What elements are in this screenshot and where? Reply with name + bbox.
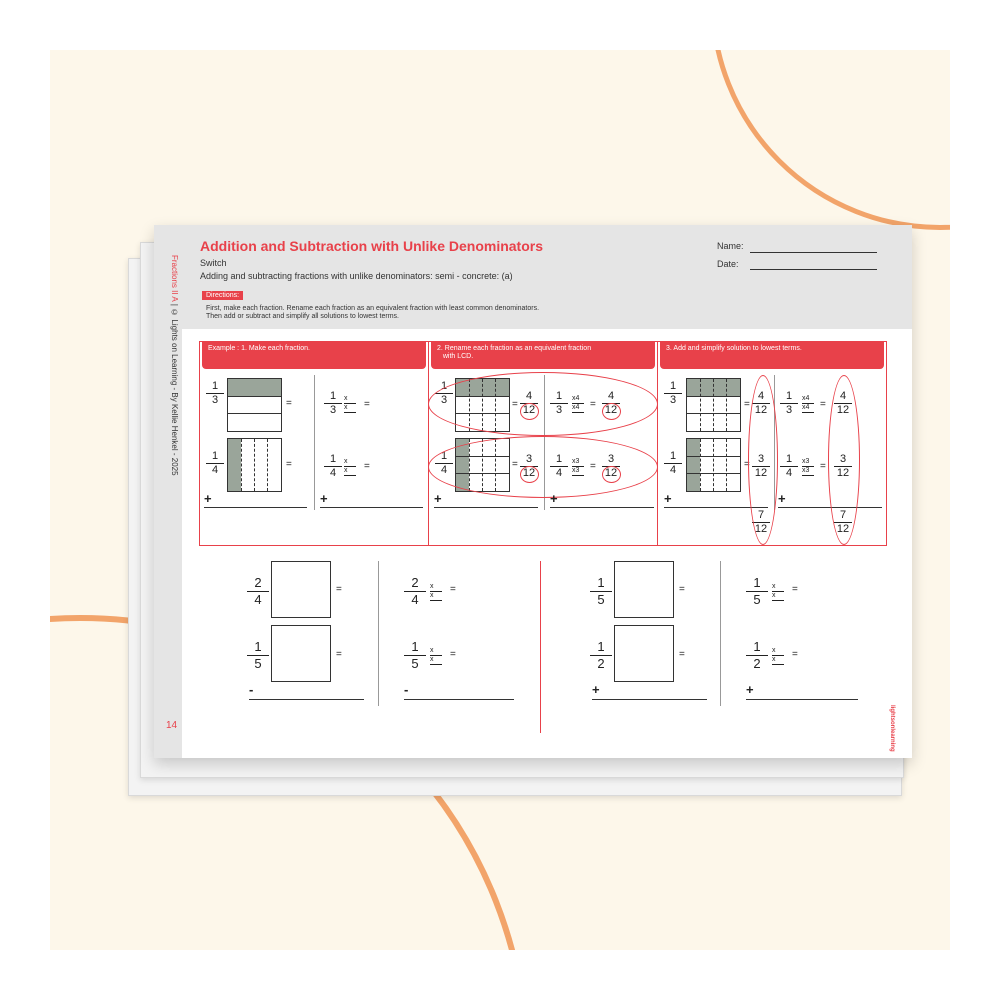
answer-line[interactable] (404, 699, 514, 700)
page-number: 14 (166, 720, 178, 731)
multiplier-blank[interactable]: x x (430, 647, 442, 665)
name-label: Name: (717, 241, 744, 251)
step3-header: 3. Add and simplify solution to lowest terms. (660, 341, 884, 369)
plus-sign: + (204, 491, 212, 506)
equals-sign: = (820, 399, 826, 410)
equals-sign: = (744, 399, 750, 410)
equals-sign: = (512, 459, 518, 470)
fourths-model (227, 438, 282, 492)
answer-line[interactable] (434, 507, 538, 508)
step2-fraction-4b: $\frac{1}{4}$ (550, 453, 568, 480)
page-title: Addition and Subtraction with Unlike Denominators (200, 238, 544, 254)
plus-sign: + (592, 682, 600, 697)
directions-line-2: Then add or subtract and simplify all solutions to lowest terms. (206, 313, 399, 320)
minus-sign: - (404, 682, 409, 697)
step2-header-line1: 2. Rename each fraction as an equivalent fraction (437, 345, 592, 352)
problem1-fraction-a: $\frac{2}{4}$ (247, 575, 269, 608)
step3-renamed-4-12b: $\frac{4}{12}$ (834, 390, 852, 417)
worksheet-page (154, 225, 912, 758)
example-fraction-1b: $\frac{1}{3}$ (324, 390, 342, 417)
multiplier-blank[interactable]: x x (344, 458, 356, 476)
equivalence-oval (428, 372, 658, 436)
plus-sign: + (434, 491, 442, 506)
problem2-model-box-b[interactable] (614, 625, 674, 682)
equals-sign: = (364, 399, 370, 410)
page-subtitle: Switch (200, 258, 227, 268)
equals-sign: = (792, 649, 798, 660)
answer-line[interactable] (592, 699, 707, 700)
directions-text (206, 305, 726, 321)
equals-sign: = (336, 584, 342, 595)
example-fraction-4b: $\frac{1}{4}$ (324, 453, 342, 480)
multiplier-x3: x3 x3 (572, 458, 584, 476)
equals-sign: = (512, 399, 518, 410)
equals-sign: = (336, 649, 342, 660)
step2-header-line2: with LCD. (442, 353, 474, 360)
answer-line[interactable] (746, 699, 858, 700)
step3-fraction-1b: $\frac{1}{3}$ (780, 390, 798, 417)
plus-sign: + (664, 491, 672, 506)
multiplier-blank[interactable]: x x (430, 583, 442, 601)
step3-fourths-model (686, 438, 741, 492)
sum-oval (828, 375, 860, 545)
equals-sign: = (364, 461, 370, 472)
sum-fraction-b: $\frac{7}{12}$ (834, 509, 852, 536)
step3-fraction-4: $\frac{1}{4}$ (664, 450, 682, 477)
multiplier-x4: x4 x4 (572, 395, 584, 413)
equals-sign: = (286, 398, 292, 409)
minus-sign: - (249, 682, 254, 697)
problem2-model-box-a[interactable] (614, 561, 674, 618)
plus-sign: + (746, 682, 754, 697)
column-divider (720, 561, 721, 706)
multiplier-x3: x3 x3 (802, 458, 814, 476)
directions-badge: Directions: (202, 291, 243, 300)
problem2-fraction-a-rename: $\frac{1}{5}$ (746, 575, 768, 608)
equals-sign: = (450, 649, 456, 660)
step2-fraction-1: $\frac{1}{3}$ (435, 380, 453, 407)
decorative-arc-top (710, 50, 950, 230)
step3-fraction-1: $\frac{1}{3}$ (664, 380, 682, 407)
date-line[interactable] (750, 269, 877, 270)
page-description: Adding and subtracting fractions with unlike denominators: semi - concrete: (a) (200, 271, 513, 281)
step3-fraction-4b: $\frac{1}{4}$ (780, 453, 798, 480)
answer-line[interactable] (204, 507, 307, 508)
side-strip (154, 225, 182, 758)
problem1-fraction-b-rename: $\frac{1}{5}$ (404, 639, 426, 672)
step2-fraction-1b: $\frac{1}{3}$ (550, 390, 568, 417)
problem1-model-box-b[interactable] (271, 625, 331, 682)
problem2-fraction-b: $\frac{1}{2}$ (590, 639, 612, 672)
plus-sign: + (320, 491, 328, 506)
thirds-model (227, 378, 282, 432)
renamed-fraction-3-12b: $\frac{3}{12}$ (602, 453, 620, 480)
side-credit: Fractions II A | © Lights on Learning - By Kellie Henkel - 2025 (170, 255, 179, 476)
answer-line[interactable] (550, 507, 654, 508)
answer-line[interactable] (249, 699, 364, 700)
equals-sign: = (286, 459, 292, 470)
step3-renamed-3-12: $\frac{3}{12}$ (752, 453, 770, 480)
step2-fraction-4: $\frac{1}{4}$ (435, 450, 453, 477)
problem1-model-box-a[interactable] (271, 561, 331, 618)
sum-fraction: $\frac{7}{12}$ (752, 509, 770, 536)
multiplier-x4: x4 x4 (802, 395, 814, 413)
equals-sign: = (450, 584, 456, 595)
example-fraction-1: $\frac{1}{3}$ (206, 380, 224, 407)
name-line[interactable] (750, 252, 877, 253)
series-name: Fractions II A (170, 255, 179, 302)
equals-sign: = (590, 399, 596, 410)
equals-sign: = (679, 584, 685, 595)
step3-thirds-model (686, 378, 741, 432)
example-fraction-4: $\frac{1}{4}$ (206, 450, 224, 477)
sum-oval (748, 375, 778, 545)
step2-header (431, 341, 655, 369)
equals-sign: = (820, 461, 826, 472)
multiplier-blank[interactable]: x x (772, 583, 784, 601)
date-label: Date: (717, 259, 739, 269)
problem2-fraction-a: $\frac{1}{5}$ (590, 575, 612, 608)
problem1-fraction-a-rename: $\frac{2}{4}$ (404, 575, 426, 608)
equals-sign: = (679, 649, 685, 660)
renamed-fraction-4-12: $\frac{4}{12}$ (520, 390, 538, 417)
renamed-fraction-4-12b: $\frac{4}{12}$ (602, 390, 620, 417)
plus-sign: + (778, 491, 786, 506)
column-divider (314, 375, 315, 510)
renamed-fraction-3-12: $\frac{3}{12}$ (520, 453, 538, 480)
problem2-fraction-b-rename: $\frac{1}{2}$ (746, 639, 768, 672)
equals-sign: = (744, 459, 750, 470)
directions-line-1: First, make each fraction. Rename each fraction as an equivalent fraction with least common denominators. (206, 305, 540, 312)
equals-sign: = (792, 584, 798, 595)
equivalence-oval (428, 436, 658, 498)
answer-line[interactable] (320, 507, 423, 508)
problem1-fraction-b: $\frac{1}{5}$ (247, 639, 269, 672)
problem-divider (540, 561, 541, 733)
brand-logo: lightsonlearning (889, 705, 895, 752)
column-divider (378, 561, 379, 706)
credit-text: © Lights on Learning - By Kellie Henkel - 2025 (170, 308, 179, 476)
equals-sign: = (590, 461, 596, 472)
multiplier-blank[interactable]: x x (344, 395, 356, 413)
multiplier-blank[interactable]: x x (772, 647, 784, 665)
plus-sign: + (550, 491, 558, 506)
step3-renamed-3-12b: $\frac{3}{12}$ (834, 453, 852, 480)
step1-header: Example : 1. Make each fraction. (202, 341, 426, 369)
step3-renamed-4-12: $\frac{4}{12}$ (752, 390, 770, 417)
